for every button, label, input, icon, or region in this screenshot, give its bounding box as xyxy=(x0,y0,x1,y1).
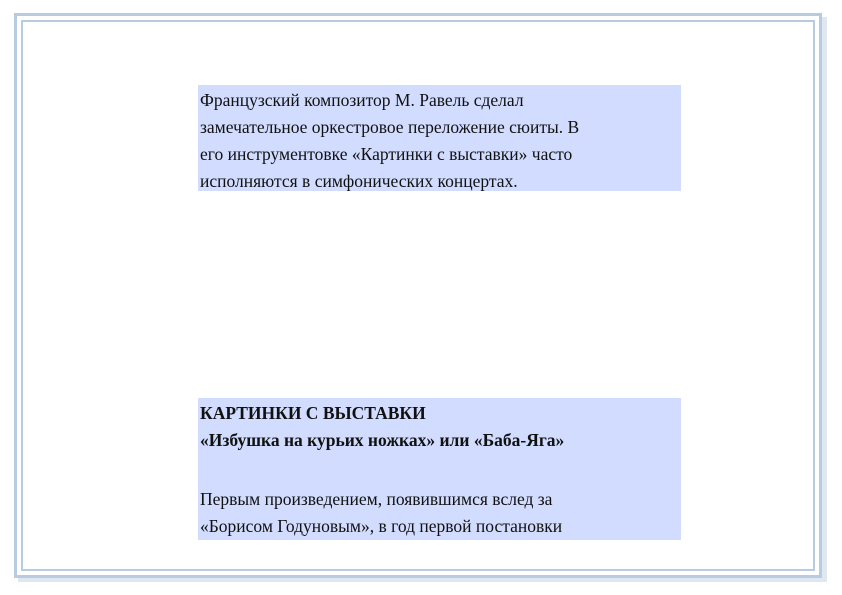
section-block xyxy=(198,398,681,540)
section-subtitle: «Избушка на курьих ножках» или «Баба-Яга» xyxy=(200,430,565,450)
frame-shadow-right xyxy=(822,17,827,582)
paragraph-gap xyxy=(200,454,681,486)
section-body-line: Первым произведением, появившимся вслед за xyxy=(200,489,553,509)
intro-line: его инструментовке «Картинки с выставки» часто xyxy=(200,144,573,164)
section-body-line: «Борисом Годуновым», в год первой постановки xyxy=(200,516,563,536)
intro-line: замечательное оркестровое переложение сюиты. В xyxy=(200,117,580,137)
intro-paragraph xyxy=(198,85,681,191)
frame-shadow-bottom xyxy=(18,578,827,582)
intro-line: Французский композитор М. Равель сделал xyxy=(200,90,524,110)
intro-line: исполняются в симфонических концертах. xyxy=(200,171,518,191)
section-title: КАРТИНКИ С ВЫСТАВКИ xyxy=(200,403,426,423)
